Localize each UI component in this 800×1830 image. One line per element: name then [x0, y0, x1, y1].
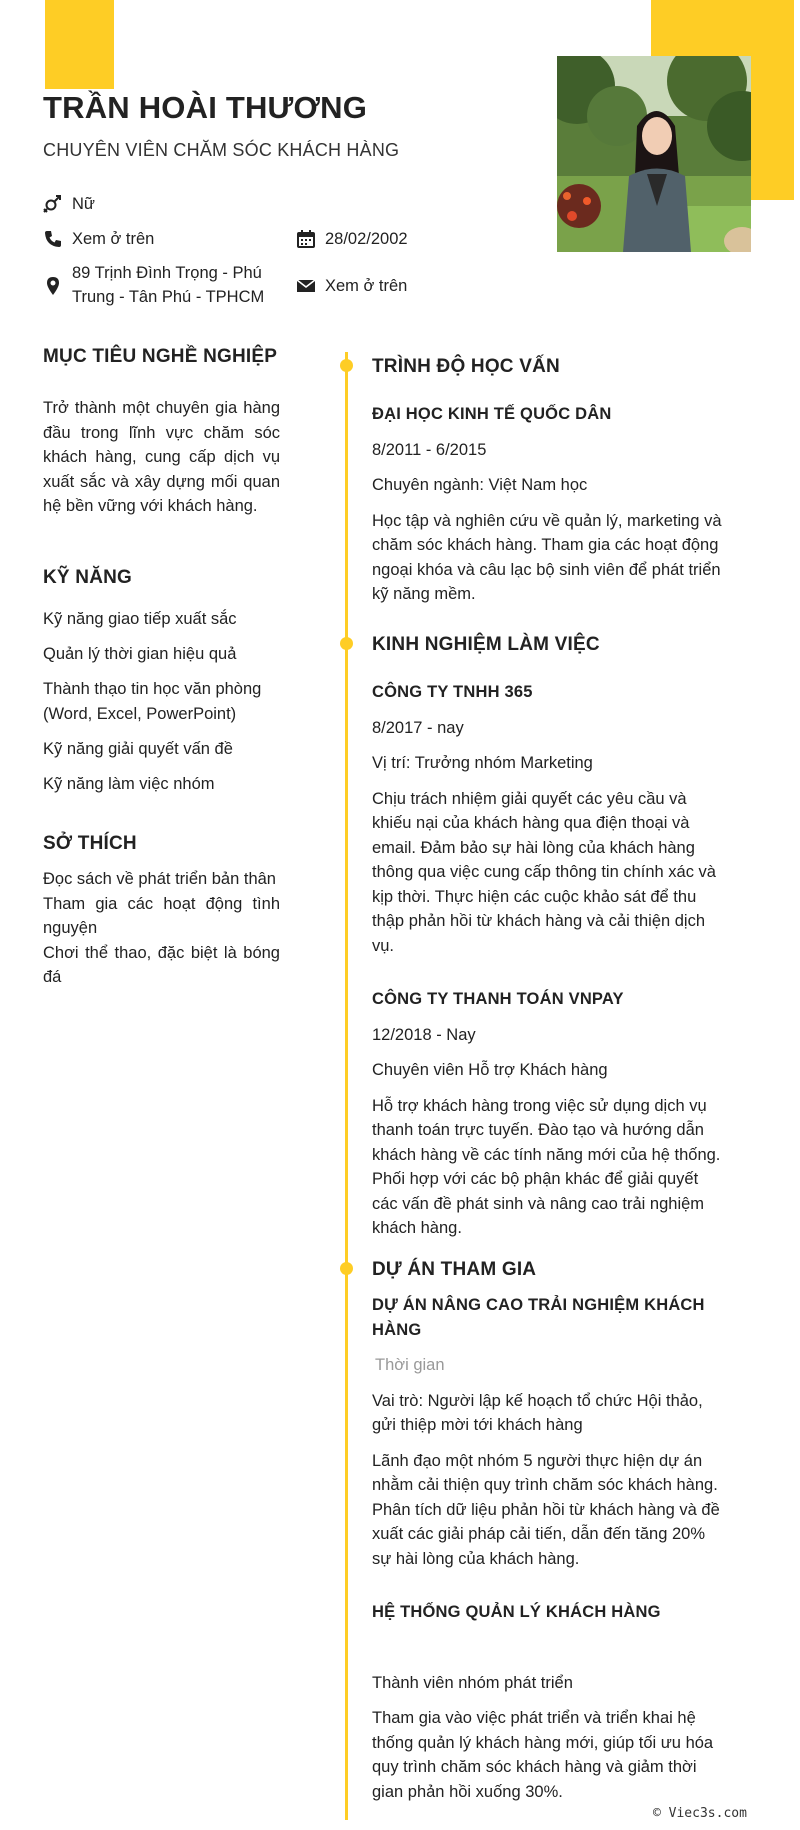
skill-item: Kỹ năng giao tiếp xuất sắc [43, 610, 237, 628]
project-name: HỆ THỐNG QUẢN LÝ KHÁCH HÀNG [372, 1603, 661, 1621]
hobbies-list [43, 867, 280, 990]
gender-icon [43, 194, 63, 214]
job-period: 8/2017 - nay [372, 718, 464, 737]
experience-heading: KINH NGHIỆM LÀM VIỆC [372, 634, 600, 655]
education-description: Học tập và nghiên cứu về quản lý, marketing và chăm sóc khách hàng. Tham gia các hoạt động ngoại khóa và câu lạc bộ sinh viên để phát triển kỹ năng mềm. [372, 511, 722, 603]
gender-value: Nữ [72, 195, 95, 213]
info-birthday [296, 227, 408, 251]
timeline-line [345, 352, 348, 1820]
candidate-title: CHUYÊN VIÊN CHĂM SÓC KHÁCH HÀNG [43, 140, 400, 160]
hobby-item: Tham gia các hoạt động tình nguyện [43, 894, 280, 937]
project-description: Lãnh đạo một nhóm 5 người thực hiện dự án nhằm cải thiện quy trình chăm sóc khách hàng. Phân tích dữ liệu phản hồi từ khách hàng và đề xuất các giải pháp cải tiến, dẫn đến tăng 20% sự hài lòng của khách hàng. [372, 1451, 720, 1568]
project-role: Vai trò: Người lập kế hoạch tổ chức Hội thảo, gửi thiệp mời tới khách hàng [372, 1391, 703, 1434]
objective-heading: MỤC TIÊU NGHỀ NGHIỆP [43, 346, 278, 367]
skill-item: Quản lý thời gian hiệu quả [43, 645, 237, 663]
skill-item: Kỹ năng làm việc nhóm [43, 774, 215, 793]
company-name: CÔNG TY THANH TOÁN VNPAY [372, 990, 624, 1008]
skills-list [43, 607, 280, 807]
accent-block-left [45, 0, 114, 89]
project-description: Tham gia vào việc phát triển và triển khai hệ thống quản lý khách hàng mới, giúp tối ưu hóa quy trình chăm sóc khách hàng và giảm thời gian phản hồi xuống 30%. [372, 1709, 714, 1801]
info-phone [43, 227, 154, 251]
address-line-2: Trung - Tân Phú - TPHCM [72, 288, 265, 306]
job-position: Chuyên viên Hỗ trợ Khách hàng [372, 1061, 608, 1079]
job-position: Vị trí: Trưởng nhóm Marketing [372, 754, 593, 772]
company-name: CÔNG TY TNHH 365 [372, 683, 533, 701]
hobby-item: Chơi thể thao, đặc biệt là bóng đá [43, 943, 280, 986]
job-description: Chịu trách nhiệm giải quyết các yêu cầu và khiếu nại của khách hàng qua điện thoại và email. Đảm bảo sự hài lòng của khách hàng thông qua việc cung cấp thông tin chính xác và kịp thời. Thực hiện các cuộc khảo sát để thu thập phản hồi từ khách hàng và cải thiện dịch vụ. [372, 789, 716, 955]
objective-text: Trở thành một chuyên gia hàng đầu trong lĩnh vực chăm sóc khách hàng, cung cấp dịch vụ xuất sắc và xây dựng mối quan hệ bền vững với khách hàng. [43, 399, 280, 515]
project-name: DỰ ÁN NÂNG CAO TRẢI NGHIỆM KHÁCH HÀNG [372, 1296, 705, 1339]
projects-heading: DỰ ÁN THAM GIA [372, 1259, 537, 1280]
project-1 [372, 1293, 727, 1571]
email-icon [296, 276, 316, 296]
project-2 [372, 1600, 727, 1804]
education-section [372, 402, 727, 607]
skill-item: Kỹ năng giải quyết vấn đề [43, 739, 233, 758]
email-value: Xem ở trên [325, 277, 408, 295]
timeline-dot-projects [340, 1262, 353, 1275]
info-email [296, 274, 407, 298]
hobby-item: Đọc sách về phát triển bản thân [43, 870, 276, 888]
education-period: 8/2011 - 6/2015 [372, 440, 487, 459]
address-line-1: 89 Trịnh Đình Trọng - Phú [72, 264, 262, 282]
project-role: Thành viên nhóm phát triển [372, 1673, 573, 1692]
phone-value: Xem ở trên [72, 230, 155, 248]
skill-item: Thành thạo tin học văn phòng (Word, Excel, PowerPoint) [43, 680, 262, 723]
education-heading: TRÌNH ĐỘ HỌC VẤN [372, 356, 560, 377]
timeline-dot-education [340, 359, 353, 372]
timeline-dot-experience [340, 637, 353, 650]
education-major: Chuyên ngành: Việt Nam học [372, 476, 588, 494]
job-description: Hỗ trợ khách hàng trong việc sử dụng dịch vụ thanh toán trực tuyến. Đào tạo và hướng dẫn khách hàng về các tính năng mới của hệ thống. Phối hợp với các bộ phận khác để giải quyết các vấn đề phát sinh và nâng cao trải nghiệm khách hàng. [372, 1096, 721, 1237]
experience-job-1 [372, 680, 727, 958]
hobbies-heading: SỞ THÍCH [43, 833, 137, 854]
info-address [43, 261, 264, 309]
job-period: 12/2018 - Nay [372, 1025, 476, 1044]
footer-credit: © Viec3s.com [653, 1806, 747, 1821]
skills-heading: KỸ NĂNG [43, 567, 133, 588]
profile-photo [557, 56, 751, 252]
calendar-icon [296, 229, 316, 249]
school-name: ĐẠI HỌC KINH TẾ QUỐC DÂN [372, 405, 612, 423]
phone-icon [43, 229, 63, 249]
experience-job-2 [372, 987, 727, 1241]
candidate-name: TRẦN HOÀI THƯƠNG [43, 90, 368, 125]
birthday-value: 28/02/2002 [325, 230, 408, 248]
project-time: Thời gian [375, 1356, 445, 1374]
info-gender [43, 192, 95, 216]
location-icon [43, 276, 63, 296]
